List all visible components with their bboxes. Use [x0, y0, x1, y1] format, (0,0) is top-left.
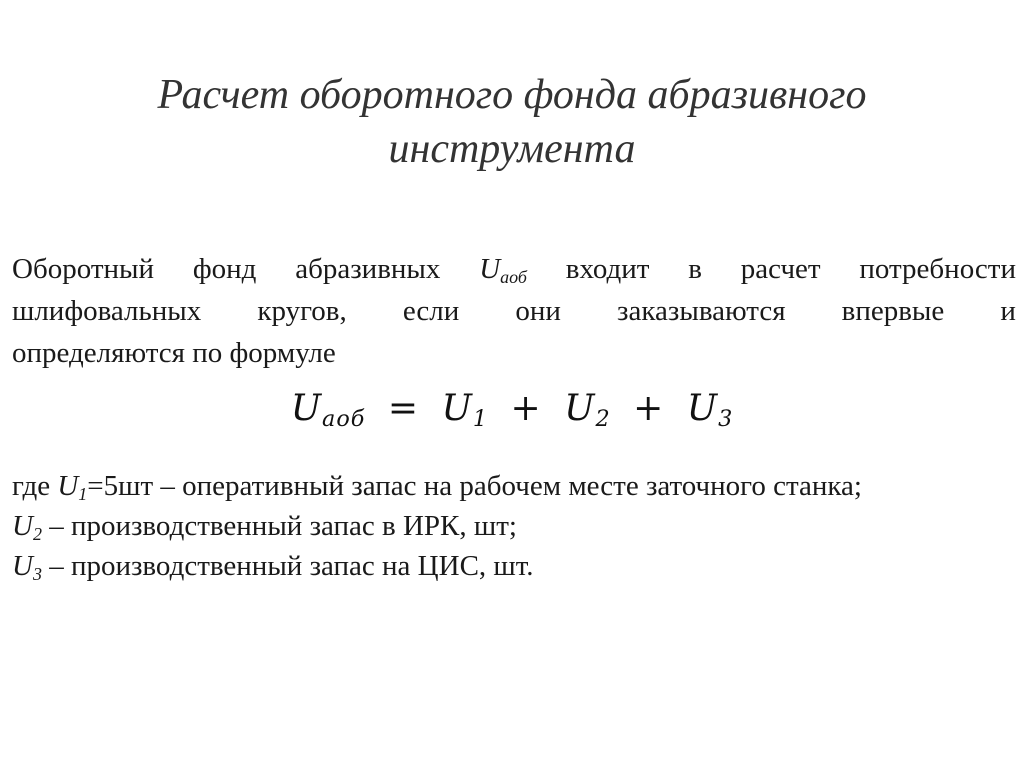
formula-term-1: $U_1$	[441, 388, 489, 433]
word: потребности	[859, 253, 1016, 285]
word: шлифовальных	[12, 295, 202, 327]
definition-u2: $U_2$ – производственный запас в ИРК, шт;	[12, 510, 517, 545]
plus-sign: +	[633, 388, 665, 429]
formula-term-2: $U_2$	[564, 388, 611, 433]
word: в	[688, 253, 702, 285]
intro-paragraph	[12, 248, 1016, 374]
variable-u-aob: $U_{аоб}$	[479, 253, 527, 288]
word: абразивных	[295, 253, 441, 285]
word: кругов,	[257, 295, 347, 327]
word: впервые	[841, 295, 945, 327]
word: Оборотный	[12, 253, 155, 285]
definitions	[12, 466, 1016, 586]
definition-u1: где $U_1=5шт$ – оперативный запас на рабочем месте заточного станка;	[12, 470, 862, 505]
word: они	[515, 295, 561, 327]
title-line-1: Расчет оборотного фонда абразивного	[157, 72, 867, 118]
definition-u3: $U_3$ – производственный запас на ЦИС, шт.	[12, 550, 534, 585]
formula-term-3: $U_3$	[686, 388, 734, 433]
equals-sign: =	[387, 388, 420, 429]
word: расчет	[740, 253, 821, 285]
formula	[0, 388, 1024, 433]
word: если	[402, 295, 460, 327]
variable-u1: $U_1$	[57, 470, 88, 505]
word: заказываются	[617, 295, 786, 327]
paragraph-line-1	[12, 248, 1016, 290]
plus-sign: +	[510, 388, 542, 429]
variable-u3: $U_3$	[12, 550, 42, 585]
word: фонд	[192, 253, 257, 285]
slide-title	[60, 68, 964, 176]
paragraph-line-2	[12, 290, 1016, 332]
paragraph-line-3	[12, 332, 1016, 374]
paragraph-text: определяются по формуле	[12, 337, 336, 369]
title-line-2: инструмента	[388, 126, 636, 172]
word: и	[1000, 295, 1016, 327]
word: входит	[565, 253, 650, 285]
formula-lhs: $U_{аоб}$	[290, 388, 366, 433]
variable-u2: $U_2$	[12, 510, 42, 545]
